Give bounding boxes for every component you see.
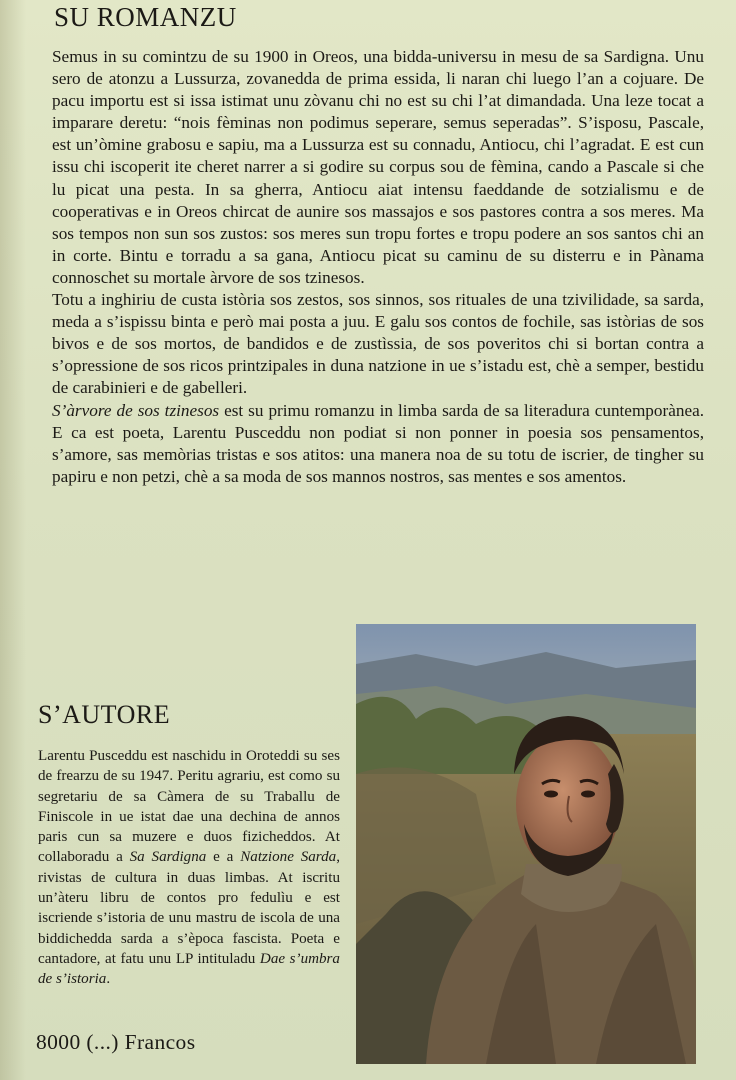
romanzu-heading: SU ROMANZU: [54, 2, 237, 32]
author-bio: [38, 746, 340, 990]
magazine-title-2: Natzione Sarda: [240, 849, 337, 866]
bio-text-1: Larentu Pusceddu est naschidu in Oroteddi su ses de frearzu de su 1947. Peritu agrariu, est como su segretariu de sa Càmera de su Traballu de Finiscole in ue istat dae una dechina de annos paris cun sa muzere e duos fizicheddos. At collaboradu a: [38, 748, 340, 866]
bio-text-4: .: [106, 971, 111, 988]
synopsis-paragraph-3: [52, 400, 704, 488]
synopsis-paragraph-1: Semus in su comintzu de su 1900 in Oreos, una bidda-universu in mesu de sa Sardigna. Unu sero de atonzu a Lussurza, zovanedda de prima essida, li naran chi luego l’an a cojuare. De pacu importu est si issa istimat unu zòvanu chi no est su chi l’at dimandada. Una leze tocat a imparare deretu: “nois fèminas non podimus seperare, semus seperadas”. S’isposu, Pascale, est un’òmine grabosu e sapiu, ma a Lussurza est su connadu, Antiocu, chi l’agradat. E est cun issu chi iscoperit ite cheret narrer a si godire su corpus sou de fèmina, cando a Pascale si che lu picat una pesta. In sa gherra, Antiocu aiat intensu faeddande de sotzialismu e de cooperativas e in Oreos chircat de aunire sos massajos e sos pastores contra a sos meres. Ma sos tempos non sun sos zustos: sos meres sun tropu fortes e tropu podere an sos santos chi an in corte. Bintu e torradu a sa gana, Antiocu picat su caminu de su disterru e in Pànama connoschet su mortale àrvore de sos tzinesos.: [52, 47, 704, 287]
synopsis-paragraph-3-text: est su primu romanzu in limba sarda de sa literadura cuntemporànea. E ca est poeta, Larentu Pusceddu non podiat si non ponner in poesia sos pensamentos, s’amore, sas memòrias tristas e sos atitos: una manera noa de su totu de iscrier, de tingher su papiru e non petzi, chè a sa moda de sos mannos nostros, sas mentes e sos amentos.: [52, 400, 704, 486]
romanzu-synopsis: [52, 46, 704, 488]
album-title: Dae s’umbra de s’istoria: [38, 950, 340, 988]
book-title: S’àrvore de sos tzinesos: [52, 400, 220, 420]
bio-text-2: e a: [206, 849, 241, 866]
author-photo: [356, 624, 696, 1064]
author-bio-paragraph: [38, 746, 340, 990]
synopsis-paragraph-2: Totu a inghiriu de custa istòria sos zestos, sos sinnos, sos rituales de una tzivilidade, sa sarda, meda a s’ispissu binta e però mai posta a juu. E galu sos contos de fochile, sas istòrias de sos bivos e de sos mortos, de bandidos e de zustìssia, de sos poveritos chi si bortan contra a s’opressione de sos ricos printzipales in duna natzione in ue s’istadu est, chè a semper, bestidu de carabinieri e de gabelleri.: [52, 290, 704, 398]
autore-heading: S’AUTORE: [38, 700, 171, 729]
magazine-title-1: Sa Sardigna: [129, 849, 207, 866]
price-label: 8000 (...) Francos: [36, 1030, 196, 1054]
bio-text-3: , rivistas de cultura in duas limbas. At iscritu un’àteru libru de contos pro fedulìu e est iscriende s’istoria de unu mastru de iscola de una biddichedda sarda a s’època fascista. Poeta e cantadore, at fatu unu LP intituladu: [38, 849, 340, 967]
